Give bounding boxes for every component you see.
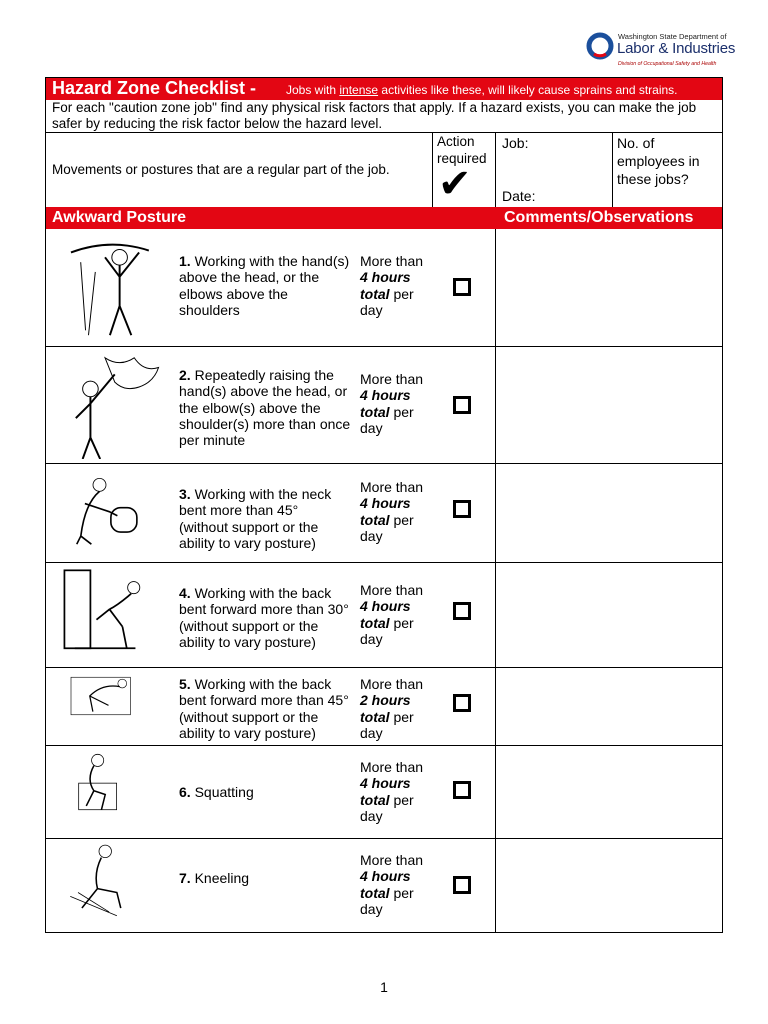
logo-line-1: Washington State Department of — [618, 32, 727, 41]
item-description: 5. Working with the back bent forward more than 45° (without support or the ability to vary posture) — [179, 676, 349, 741]
item-description: 1. Working with the hand(s) above the head, or the elbows above the shoulders — [179, 253, 350, 318]
item-description: 4. Working with the back bent forward more than 30° (without support or the ability to vary posture) — [179, 585, 349, 650]
logo-line-2: Labor & Industries — [617, 40, 736, 57]
intro-text: For each "caution zone job" find any physical risk factors that apply. If a hazard exists, you can make the job safer by reducing the risk factor below the hazard level. — [52, 100, 697, 131]
lni-logo-icon — [586, 32, 614, 60]
action-checkbox[interactable] — [453, 694, 471, 712]
squatting-illustration — [50, 749, 162, 834]
title-subtitle: Jobs with intense activities like these, will likely cause sprains and strains. — [286, 83, 678, 97]
checklist-row — [46, 463, 722, 562]
action-checkbox[interactable] — [453, 781, 471, 799]
agency-logo — [586, 30, 736, 72]
divider — [612, 132, 613, 207]
date-field-label[interactable]: Date: — [502, 188, 536, 204]
divider — [495, 132, 496, 207]
comments-header: Comments/Observations — [504, 209, 694, 226]
item-duration: More than 4 hours total per day — [360, 253, 424, 318]
item-duration: More than 4 hours total per day — [360, 852, 424, 917]
action-checkbox[interactable] — [453, 396, 471, 414]
checklist-row — [46, 229, 722, 346]
overhead-work-illustration — [50, 233, 162, 342]
logo-line-3: Division of Occupational Safety and Health — [618, 61, 717, 67]
action-checkbox[interactable] — [453, 278, 471, 296]
item-duration: More than 4 hours total per day — [360, 582, 424, 647]
section-title: Awkward Posture — [52, 209, 186, 226]
checklist-row — [46, 346, 722, 463]
item-duration: More than 4 hours total per day — [360, 371, 424, 436]
action-checkbox[interactable] — [453, 602, 471, 620]
page-number: 1 — [380, 979, 388, 995]
back-bent-45-illustration — [50, 671, 162, 741]
checklist-row — [46, 838, 722, 933]
item-description: 2. Repeatedly raising the hand(s) above the head, or the elbow(s) above the shoulder(s) more than once per minute — [179, 367, 351, 449]
section-bar — [46, 207, 722, 229]
page-title: Hazard Zone Checklist - — [52, 78, 257, 98]
item-description: 7. Kneeling — [179, 870, 250, 886]
checklist-form — [45, 77, 723, 933]
item-description: 6. Squatting — [179, 784, 254, 800]
checklist-row — [46, 562, 722, 667]
tree-pruning-illustration — [50, 350, 162, 459]
divider — [432, 132, 433, 207]
checklist-row — [46, 667, 722, 745]
item-description: 3. Working with the neck bent more than 45° (without support or the ability to vary posture) — [179, 486, 332, 551]
movements-header: Movements or postures that are a regular part of the job. — [52, 162, 390, 177]
divider — [46, 132, 722, 133]
employees-field-label[interactable]: No. of employees in these jobs? — [617, 135, 700, 187]
action-required-header: Action required — [437, 134, 487, 166]
back-bent-illustration — [50, 566, 162, 663]
checkmark-icon: ✔ — [438, 162, 472, 206]
neck-bent-illustration — [50, 467, 162, 558]
checklist-row — [46, 745, 722, 838]
job-field-label[interactable]: Job: — [502, 135, 529, 151]
item-duration: More than 2 hours total per day — [360, 676, 424, 741]
action-checkbox[interactable] — [453, 876, 471, 894]
title-bar — [46, 78, 722, 100]
action-checkbox[interactable] — [453, 500, 471, 518]
item-duration: More than 4 hours total per day — [360, 759, 424, 824]
kneeling-illustration — [50, 842, 162, 929]
item-duration: More than 4 hours total per day — [360, 479, 424, 544]
